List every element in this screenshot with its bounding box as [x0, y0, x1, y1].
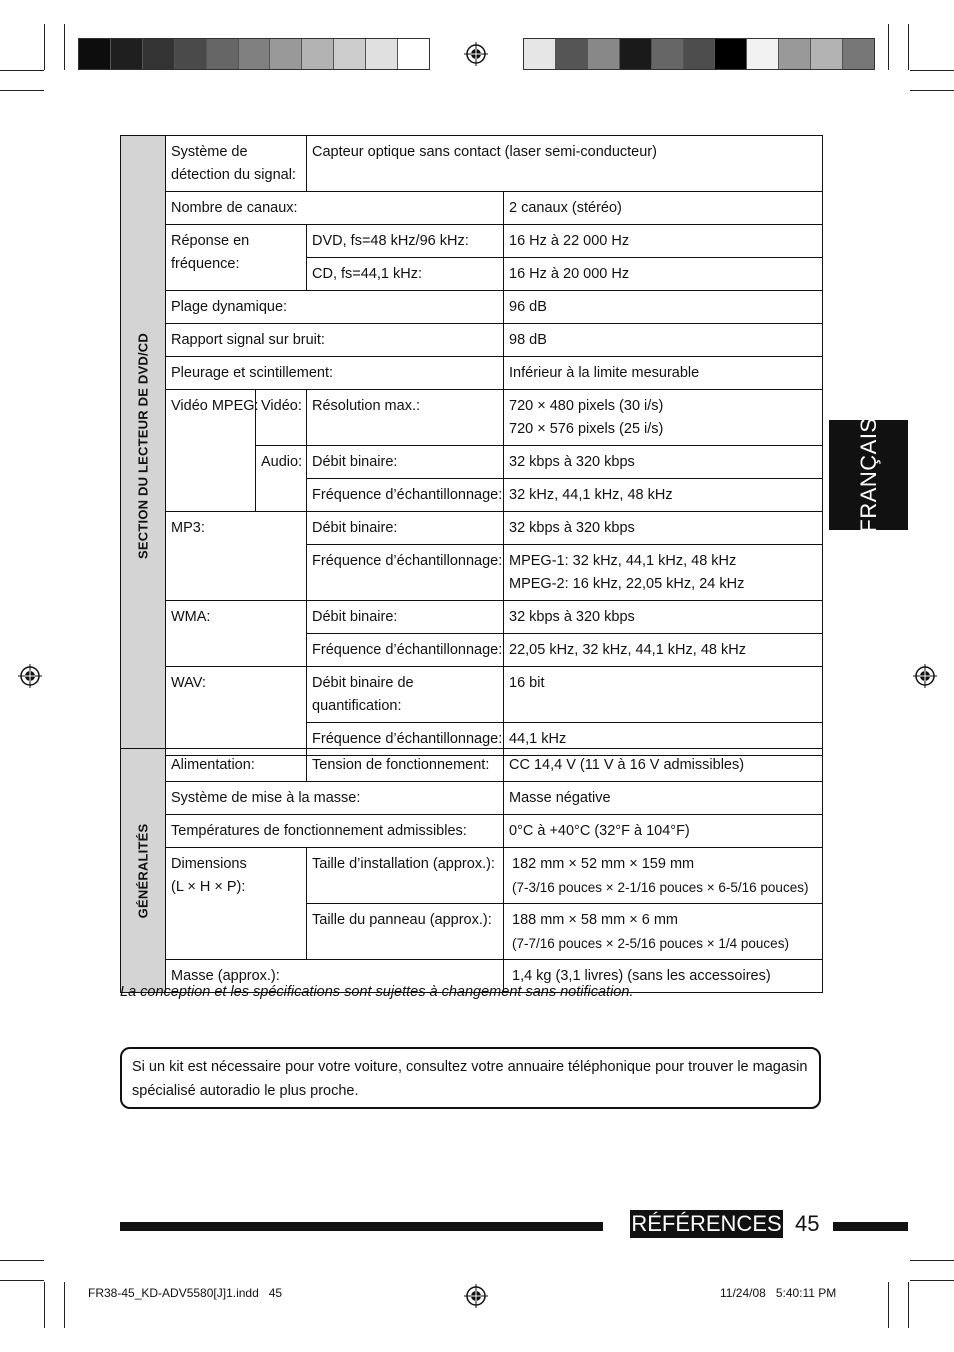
crop-mark — [0, 1280, 44, 1281]
spec-label: Pleurage et scintillement: — [166, 357, 504, 390]
spec-label: Débit binaire: — [307, 446, 504, 479]
spec-value: 32 kHz, 44,1 kHz, 48 kHz — [504, 479, 823, 512]
color-swatch — [652, 39, 684, 69]
callout-box: Si un kit est nécessaire pour votre voiture, consultez votre annuaire téléphonique pour trouver le magasin spécialisé autoradio le plus proche. — [120, 1047, 821, 1109]
spec-value: 1,4 kg (3,1 livres) (sans les accessoires) — [504, 960, 823, 993]
spec-label: Système de détection du signal: — [166, 136, 307, 192]
color-swatch — [588, 39, 620, 69]
spec-label: Fréquence d’échantillonnage: — [307, 634, 504, 667]
color-swatch — [715, 39, 747, 69]
slug-timestamp: 11/24/08 5:40:11 PM — [720, 1286, 837, 1300]
color-swatch — [79, 39, 111, 69]
section-label: SECTION DU LECTEUR DE DVD/CD — [135, 332, 151, 559]
spec-label: Tension de fonctionnement: — [307, 749, 504, 782]
color-swatch — [175, 39, 207, 69]
color-swatch — [111, 39, 143, 69]
color-swatch — [366, 39, 398, 69]
spec-label: CD, fs=44,1 kHz: — [307, 258, 504, 291]
crop-mark — [64, 24, 65, 70]
spec-value: 98 dB — [504, 324, 823, 357]
spec-value: Inférieur à la limite mesurable — [504, 357, 823, 390]
registration-mark-icon — [18, 664, 42, 688]
crop-mark — [44, 24, 45, 70]
spec-label: WAV: — [166, 667, 307, 756]
spec-label: MP3: — [166, 512, 307, 601]
color-swatch — [684, 39, 716, 69]
spec-value-line: 720 × 480 pixels (30 i/s) — [509, 398, 664, 414]
color-swatch — [143, 39, 175, 69]
section-label: GÉNÉRALITÉS — [135, 823, 151, 918]
slug-filename: FR38-45_KD-ADV5580[J]1.indd 45 — [88, 1286, 283, 1300]
color-swatch — [270, 39, 302, 69]
spec-label-line: (L × H × P): — [171, 879, 246, 895]
spec-label: Températures de fonctionnement admissibles: — [166, 815, 504, 848]
spec-value: 2 canaux (stéréo) — [504, 192, 823, 225]
spec-label-line: quantification: — [312, 698, 402, 714]
spec-value: 16 Hz à 22 000 Hz — [504, 225, 823, 258]
spec-label: Taille d’installation (approx.): — [307, 848, 504, 904]
color-swatch — [556, 39, 588, 69]
crop-mark — [888, 24, 889, 70]
spec-label: Résolution max.: — [307, 390, 504, 446]
spec-label: Vidéo MPEG: — [166, 390, 256, 512]
spec-value: 32 kbps à 320 kbps — [504, 601, 823, 634]
crop-mark — [0, 90, 44, 91]
spec-label: Audio: — [256, 446, 307, 512]
color-bar-left — [78, 38, 430, 70]
language-tab — [829, 417, 908, 533]
spec-value-line: (7-3/16 pouces × 2-1/16 pouces × 6-5/16 pouces) — [512, 880, 809, 895]
page-number: 45 — [795, 1211, 820, 1236]
spec-value — [504, 848, 823, 904]
general-spec-table — [120, 748, 823, 993]
crop-mark — [910, 90, 954, 91]
color-swatch — [620, 39, 652, 69]
spec-label: Plage dynamique: — [166, 291, 504, 324]
spec-label — [307, 667, 504, 723]
section-label-cell — [121, 136, 166, 756]
footer-rule — [833, 1222, 908, 1231]
color-swatch — [524, 39, 556, 69]
spec-value: 16 Hz à 20 000 Hz — [504, 258, 823, 291]
spec-value: Capteur optique sans contact (laser semi-conducteur) — [307, 136, 823, 192]
spec-label: Taille du panneau (approx.): — [307, 904, 504, 960]
spec-label: Fréquence d’échantillonnage: — [307, 479, 504, 512]
spec-value-line: MPEG-1: 32 kHz, 44,1 kHz, 48 kHz — [509, 553, 737, 569]
crop-mark — [0, 70, 44, 71]
color-swatch — [398, 39, 429, 69]
spec-label: DVD, fs=48 kHz/96 kHz: — [307, 225, 504, 258]
spec-value — [504, 904, 823, 960]
section-name-box: RÉFÉRENCES — [631, 1211, 782, 1236]
crop-mark — [44, 1282, 45, 1328]
spec-value: 22,05 kHz, 32 kHz, 44,1 kHz, 48 kHz — [504, 634, 823, 667]
spec-value-line: (7-7/16 pouces × 2-5/16 pouces × 1/4 pouces) — [512, 936, 789, 951]
spec-value — [504, 545, 823, 601]
crop-mark — [888, 1282, 889, 1328]
color-swatch — [239, 39, 271, 69]
color-swatch — [811, 39, 843, 69]
color-swatch — [843, 39, 874, 69]
spec-value-line: MPEG-2: 16 kHz, 22,05 kHz, 24 kHz — [509, 576, 745, 592]
crop-mark — [908, 1282, 909, 1328]
spec-label: Réponse en fréquence: — [166, 225, 307, 291]
spec-label: Débit binaire: — [307, 601, 504, 634]
spec-value — [504, 390, 823, 446]
color-bar-right — [523, 38, 875, 70]
color-swatch — [779, 39, 811, 69]
spec-value: Masse négative — [504, 782, 823, 815]
spec-value: 0°C à +40°C (32°F à 104°F) — [504, 815, 823, 848]
spec-label-line: Dimensions — [171, 856, 247, 872]
color-swatch — [207, 39, 239, 69]
spec-value: 32 kbps à 320 kbps — [504, 446, 823, 479]
spec-label: Débit binaire: — [307, 512, 504, 545]
color-swatch — [302, 39, 334, 69]
spec-label: WMA: — [166, 601, 307, 667]
spec-label: Alimentation: — [166, 749, 307, 782]
spec-label: Rapport signal sur bruit: — [166, 324, 504, 357]
spec-value: 32 kbps à 320 kbps — [504, 512, 823, 545]
crop-mark — [0, 1260, 44, 1261]
spec-value-line: 720 × 576 pixels (25 i/s) — [509, 421, 664, 437]
spec-label: Fréquence d’échantillonnage: — [307, 723, 504, 756]
footer-rule — [120, 1222, 603, 1231]
spec-label: Système de mise à la masse: — [166, 782, 504, 815]
spec-label — [166, 848, 307, 960]
color-swatch — [334, 39, 366, 69]
spec-value-line: 182 mm × 52 mm × 159 mm — [512, 856, 695, 872]
registration-mark-icon — [464, 42, 488, 66]
spec-label: Fréquence d’échantillonnage: — [307, 545, 504, 601]
registration-mark-icon — [464, 1284, 488, 1308]
spec-label: Nombre de canaux: — [166, 192, 504, 225]
spec-value-line: 188 mm × 58 mm × 6 mm — [512, 912, 678, 928]
spec-value: CC 14,4 V (11 V à 16 V admissibles) — [504, 749, 823, 782]
spec-value: 96 dB — [504, 291, 823, 324]
spec-value: 16 bit — [504, 667, 823, 723]
dvd-spec-table — [120, 135, 823, 756]
crop-mark — [910, 1260, 954, 1261]
color-swatch — [747, 39, 779, 69]
crop-mark — [910, 1280, 954, 1281]
registration-mark-icon — [913, 664, 937, 688]
spec-value: 44,1 kHz — [504, 723, 823, 756]
crop-mark — [908, 24, 909, 70]
disclaimer-note: La conception et les spécifications sont sujettes à changement sans notification. — [120, 984, 634, 1000]
language-tab-label: FRANÇAIS — [855, 417, 881, 533]
crop-mark — [910, 70, 954, 71]
spec-label: Masse (approx.): — [166, 960, 504, 993]
spec-label: Vidéo: — [256, 390, 307, 446]
spec-label-line: Débit binaire de — [312, 675, 414, 691]
crop-mark — [64, 1282, 65, 1328]
section-label-cell — [121, 749, 166, 993]
